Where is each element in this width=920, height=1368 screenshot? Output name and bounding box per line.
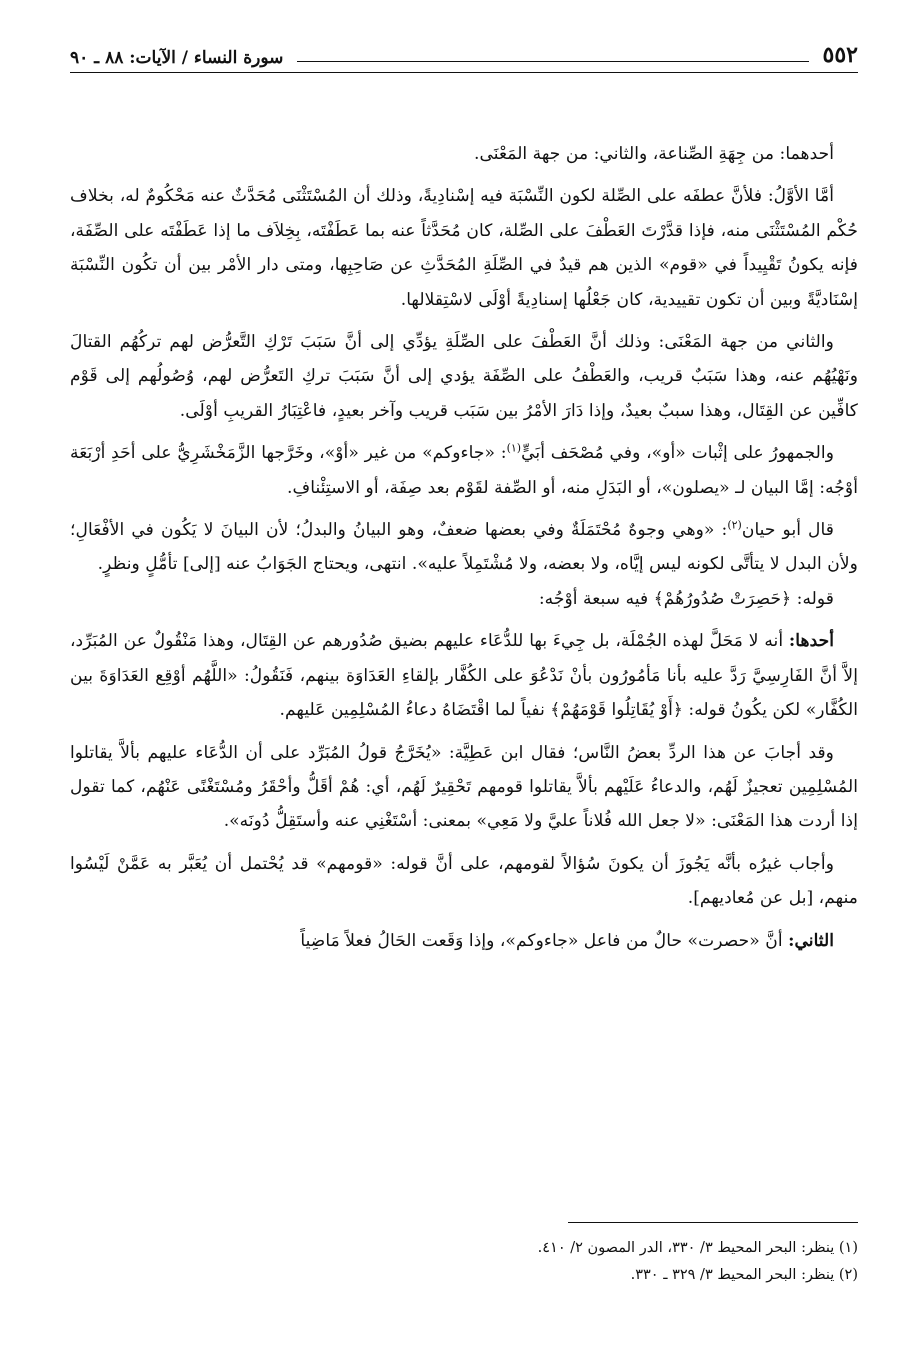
paragraph-9: وأجاب غيرُه بأنَّه يَجُوزَ أن يكونَ سُؤالاً لقومهم، على أنَّ قوله: «قومهم» قد يُحْتمل أن يُعَبَّر به عَمَّنْ لَيْسُوا منهم، [بل عن مُعاديهم]. [70, 853, 858, 909]
paragraph-4-text-b: : «جاءوكم» من غير «أوْ»، وخَرَّجها الزَّمَخْشَرِيُّ على أحَدِ أرْبَعَة أوْجُه: إمَّا البيان لـ «يصلون»، أو البَدَلِ منه، أو الصِّفة لقَوْم بعد صِفَة، أو الاستِئْنافِ. [70, 443, 858, 498]
paragraph-2: أمَّا الأوَّلُ: فلأنَّ عطفَه على الصِّلة لكون النِّسْبَة فيه إسْنادِيةً، وذلك أن المُسْتَثْنَى مُحَدَّثٌ عنه مَحْكُومٌ له، بخلاف حُكْم المُسْتَثْنَى منه، فإذا قدَّرْتَ العَطْفَ على الصِّلة، كان مُحَدَّثاً عنه بما عَطَفْتَه، بِخِلاَف ما إذا عَطَفْتَه على الصِّفَة، فإنه يكونُ تَقْيِيداً في «قوم» الذين هم قيدٌ في الصِّلَةِ المُحَدَّثِ عن صَاحِبِها، ومتى دار الأمْر بين أن تكُون النِّسْبَة إسْنَاديَّةً وبين أن تكون تقييدية، كان جَعْلُها إسنادِيةً أوْلَى لاسْتِقلالها. [70, 186, 858, 310]
paragraph-10 [70, 924, 858, 958]
footnote-ref-1[interactable]: (١) [506, 441, 522, 455]
paragraph-6: قوله: ﴿حَصِرَتْ صُدُورُهُمْ﴾ فيه سبعة أوْجُه: [538, 588, 834, 609]
paragraph-1: أحدهما: من جِهَةِ الصِّناعة، والثاني: من جهة المَعْنَى. [473, 144, 834, 164]
paragraph-7 [70, 624, 858, 727]
footnote-2: (٢) ينظر: البحر المحيط ٣/ ٣٢٩ ـ ٣٣٠. [630, 1267, 858, 1283]
footnotes [70, 1222, 858, 1289]
running-title: سورة النساء / الآيات: ٨٨ ـ ٩٠ [70, 48, 284, 68]
paragraph-7-label: أحدها: [788, 631, 834, 652]
main-text [70, 137, 858, 958]
paragraph-8: وقد أجابَ عن هذا الردِّ بعضُ النَّاس؛ فقال ابن عَطِيَّة: «يُخَرَّجُ قولُ المُبَرِّد على أن الدُّعَاء عليهم بألاَّ يقاتلوا المُسْلِمِين تعجيزٌ لَهُم، والدعاءُ عَلَيْهم بألاَّ يقاتلوا قومهم تَحْقِيرٌ لَهُم، أي: هُمْ أقَلُّ وأحْقَرُ ومُسْتَغْنًى عَنْهُم، كما تقول إذا أردت هذا المَعْنَى: «لا جعل الله فُلاناً عليَّ ولا مَعِي» بمعنى: أسْتَغْنِي عنه وأستَقِلُّ دُونَه». [70, 742, 858, 832]
paragraph-5-text-b: : «وهي وجوهٌ مُحْتَمَلَةٌ وفي بعضها ضعفٌ، وهو البيانُ والبدلُ؛ لأن البيانَ لا يَكُون في الأفْعَالِ؛ ولأن البدل لا يتأتَّى لكونه ليس إيَّاه، ولا بعضه، ولا مُشْتَمِلاً عليه». انتهى، ويحتاج الجَوَابُ عنه [إلى] تأمُّلٍ ونظرٍ. [70, 520, 858, 575]
header-rule [297, 61, 808, 62]
paragraph-5 [70, 513, 858, 582]
footnote-1: (١) ينظر: البحر المحيط ٣/ ٣٣٠، الدر المصون ٢/ ٤١٠. [537, 1240, 858, 1256]
paragraph-5-text-a: قال أبو حيان [741, 520, 835, 541]
footnote-separator [568, 1222, 858, 1223]
running-header [70, 38, 858, 73]
paragraph-4 [70, 436, 858, 505]
paragraph-4-text-a: والجمهورُ على إثْبات «أو»، وفي مُصْحَف أبَيٍّ [521, 443, 834, 464]
paragraph-10-text: أنَّ «حصرت» حالٌ من فاعل «جاءوكم»، وإذا وَقَعت الحَالُ فعلاً مَاضِياً [300, 930, 789, 951]
paragraph-3: والثاني من جهة المَعْنَى: وذلك أنَّ العَطْفَ على الصِّلَةِ يؤدِّي إلى أنَّ سَبَبَ تَرْكِ التَّعرُّض لهم تركُهُم القتالَ ونَهْيُهُم عنه، وهذا سَبَبٌ قريب، والعَطْفُ على الصِّفَة يؤدي إلى أنَّ سَبَبَ تركِ التَعرُّض لهم، وُصُولُهم إلى قَوْم كافِّين عن القِتَال، وهذا سببٌ بعيدٌ، وإذا دَارَ الأمْرُ بين سَبَب قريب وآخر بعيدٍ، فاعْتِبَارُ القريبِ أوْلَى. [70, 332, 858, 421]
page-number: ٥٥٢ [822, 42, 858, 68]
paragraph-10-label: الثاني: [788, 930, 834, 951]
footnote-ref-2[interactable]: (٢) [727, 518, 742, 532]
paragraph-7-text: أنه لا مَحَلَّ لهذه الجُمْلَة، بل جِيءَ بها للدُّعَاء عليهم بضيق صُدُورهم عن القِتَال، وهذا مَنْقُولٌ عن المُبَرِّد، إلاَّ أنَّ الفَارِسِيَّ رَدَّ عليه بأنا مَأمُورُون بأنْ نَدْعُوَ على الكُفَّار بإلقاءِ العَدَاوَة بينهم، فَنَقُولُ: «اللَّهُم أوْقِع العَدَاوَةَ بين الكُفَّار» لكن يكُونُ قوله: ﴿أَوْ يُقَاتِلُوا قَوْمَهُمْ﴾ نفياً لما اقْتَضَاهُ دعاءُ المُسْلِمِين عَليهم. [70, 631, 858, 721]
